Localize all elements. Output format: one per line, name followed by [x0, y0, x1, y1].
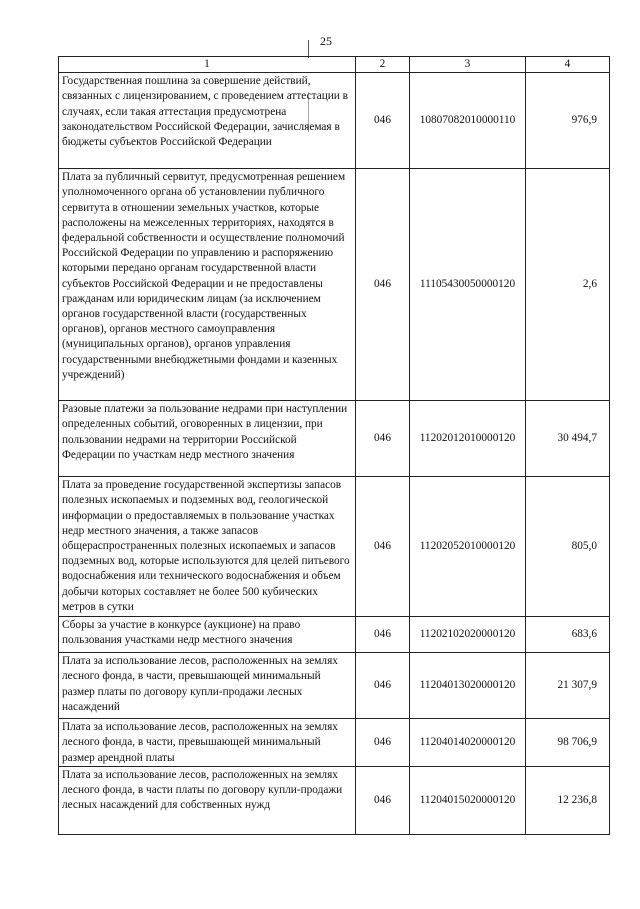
row-amount: 98 706,9: [526, 719, 610, 767]
column-header-3: 3: [410, 57, 526, 73]
row-description: Плата за использование лесов, расположенных на землях лесного фонда, в части, превышающей минимальный размер арендной платы: [59, 719, 356, 767]
row-budget-code: 11204014020000120: [410, 719, 526, 767]
row-budget-code: 11204013020000120: [410, 653, 526, 719]
column-header-1: 1: [59, 57, 356, 73]
row-admin-code: 046: [356, 653, 410, 719]
row-description: Плата за проведение государственной экспертизы запасов полезных ископаемых и подземных вод, геологической информации о предоставляемых в пользование участках недр местного значения, а также запасов общераспространенных полезных ископаемых и запасов подземных вод, которые используются для целей питьевого водоснабжения или технического водоснабжения и объем добычи которых составляет не более 500 кубических метров в сутки: [59, 477, 356, 617]
row-admin-code: 046: [356, 766, 410, 834]
row-budget-code: 11202052010000120: [410, 477, 526, 617]
row-budget-code: 11202102020000120: [410, 617, 526, 653]
row-description: Разовые платежи за пользование недрами при наступлении определенных событий, оговоренных в лицензии, при пользовании недрами на территории Российской Федерации по участкам недр местного значения: [59, 401, 356, 477]
row-budget-code: 11202012010000120: [410, 401, 526, 477]
row-admin-code: 046: [356, 73, 410, 169]
row-amount: 976,9: [526, 73, 610, 169]
page-number: 25: [320, 34, 332, 48]
table-row: [59, 617, 610, 653]
row-amount: 683,6: [526, 617, 610, 653]
table-header-row: [59, 57, 610, 73]
row-admin-code: 046: [356, 719, 410, 767]
row-budget-code: 11105430050000120: [410, 169, 526, 401]
row-description: Плата за публичный сервитут, предусмотренная решением уполномоченного органа об установлении публичного сервитута в отношении земельных участков, которые расположены на межселенных территориях, находятся в федеральной собственности и осуществление полномочий Российской Федерации по управлению и распоряжению которыми передано органам государственной власти субъектов Российской Федерации и не предоставлены гражданам или юридическим лицам (за исключением органов государственной власти (государственных органов), органов местного самоуправления (муниципальных органов), органов управления государственными внебюджетными фондами и казенных учреждений): [59, 169, 356, 401]
row-budget-code: 11204015020000120: [410, 766, 526, 834]
row-admin-code: 046: [356, 401, 410, 477]
table-row: [59, 719, 610, 767]
budget-revenue-table: [58, 56, 610, 835]
row-amount: 12 236,8: [526, 766, 610, 834]
row-amount: 805,0: [526, 477, 610, 617]
row-amount: 2,6: [526, 169, 610, 401]
table-row: [59, 73, 610, 169]
table-row: [59, 766, 610, 834]
row-description: Сборы за участие в конкурсе (аукционе) на право пользования участками недр местного значения: [59, 617, 356, 653]
row-admin-code: 046: [356, 169, 410, 401]
column-header-4: 4: [526, 57, 610, 73]
row-description: Плата за использование лесов, расположенных на землях лесного фонда, в части платы по договору купли-продажи лесных насаждений для собственных нужд: [59, 766, 356, 834]
row-budget-code: 10807082010000110: [410, 73, 526, 169]
column-header-2: 2: [356, 57, 410, 73]
row-amount: 21 307,9: [526, 653, 610, 719]
table-row: [59, 401, 610, 477]
row-description: Государственная пошлина за совершение действий, связанных с лицензированием, с проведением аттестации в случаях, если такая аттестация предусмотрена законодательством Российской Федерации, зачисляемая в бюджеты субъектов Российской Федерации: [59, 73, 356, 169]
row-admin-code: 046: [356, 477, 410, 617]
row-amount: 30 494,7: [526, 401, 610, 477]
row-admin-code: 046: [356, 617, 410, 653]
table-row: [59, 477, 610, 617]
table-row: [59, 169, 610, 401]
row-description: Плата за использование лесов, расположенных на землях лесного фонда, в части, превышающей минимальный размер платы по договору купли-продажи лесных насаждений: [59, 653, 356, 719]
table-row: [59, 653, 610, 719]
